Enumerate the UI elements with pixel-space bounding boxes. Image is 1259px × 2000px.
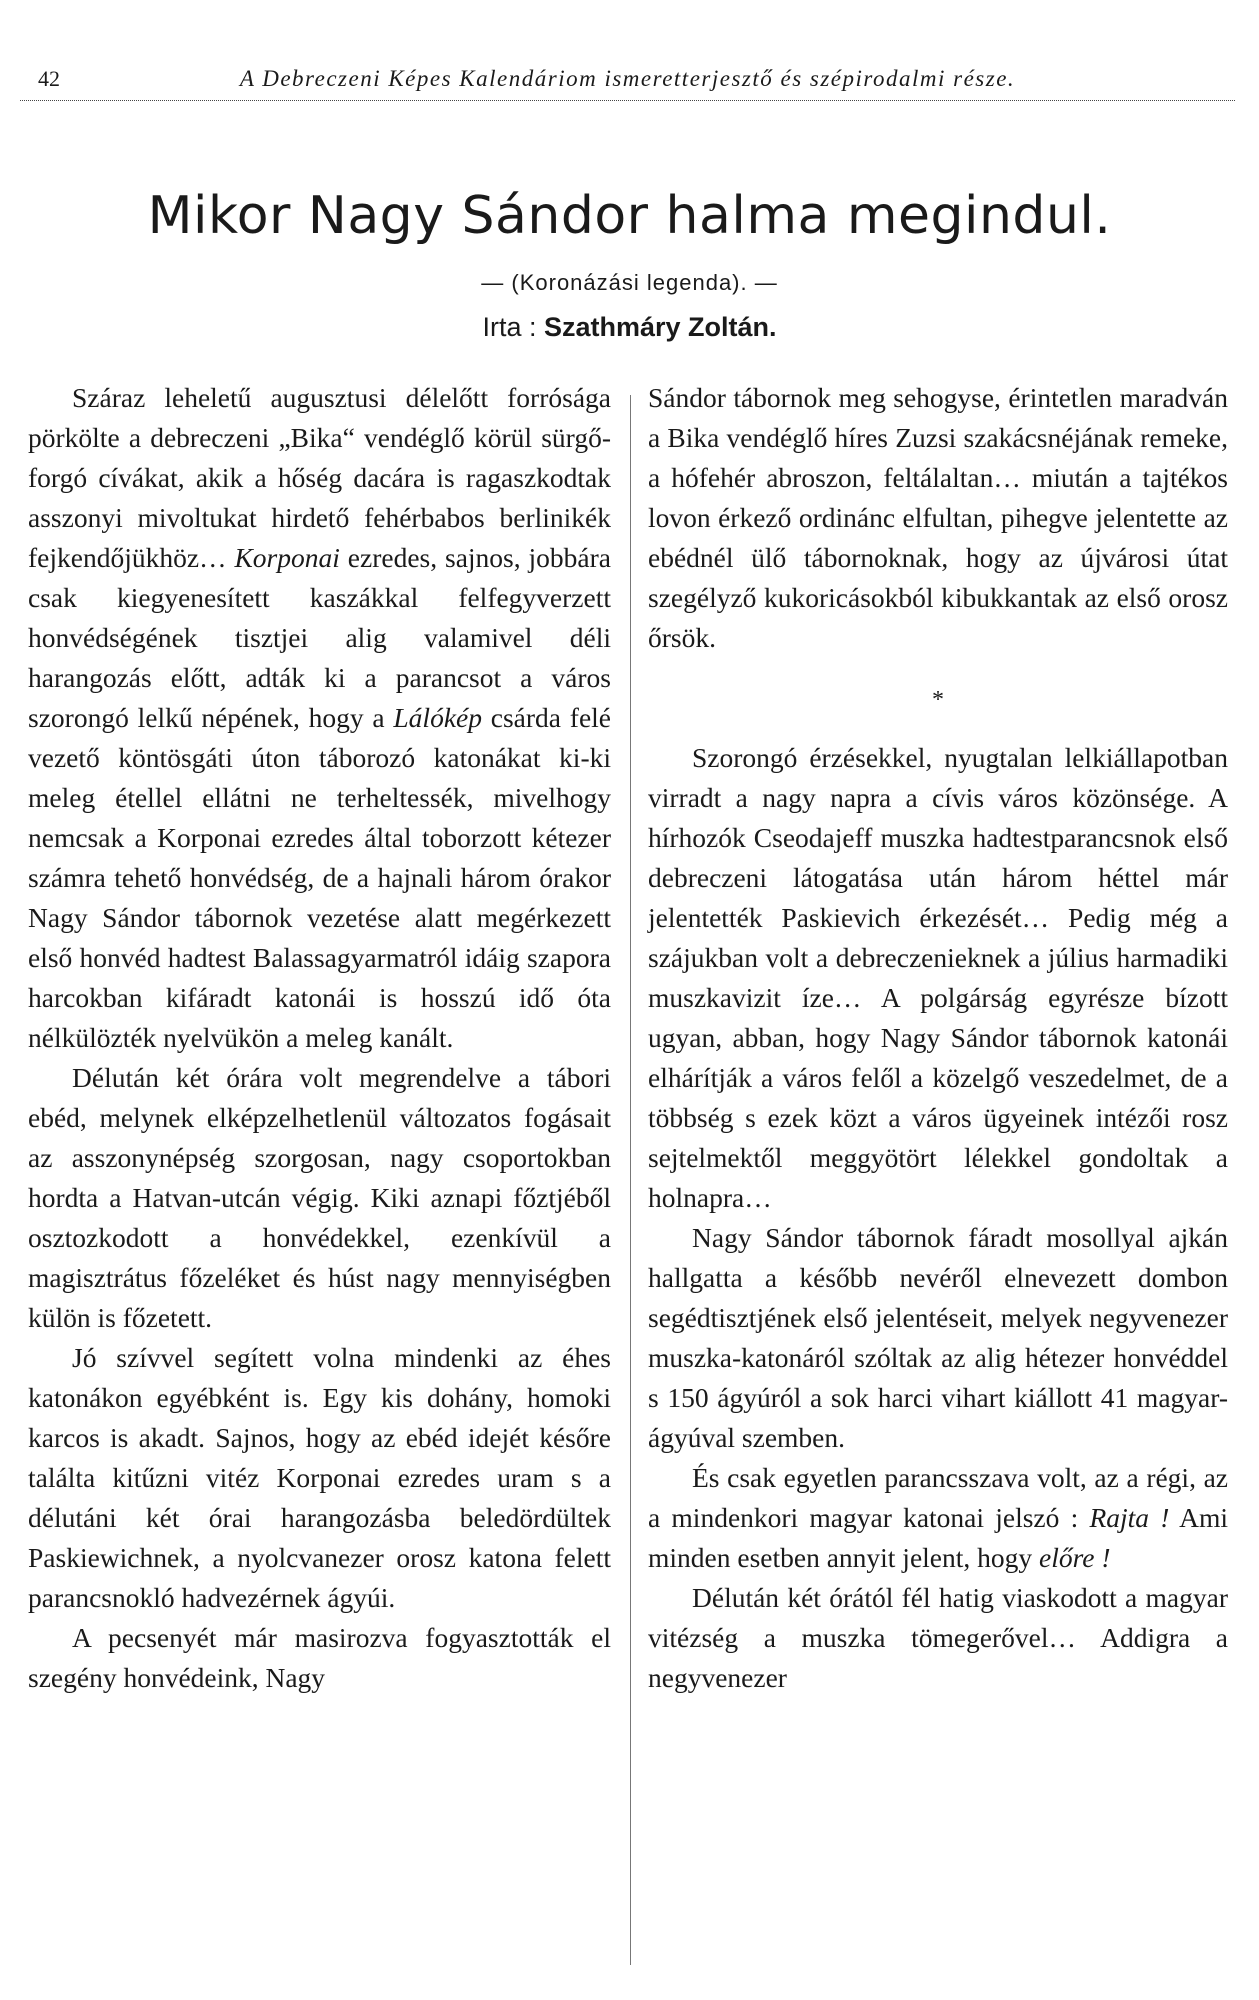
- right-paragraph-3: Nagy Sándor tábornok fáradt mosollyal ajkán hallgatta a később nevéről elnevezett dombon segédtisztjének első jelentéseit, melyek negyvenezer muszka-katonáról szóltak az alig hétezer honvéddel s 150 ágyúról a sok harci vihart kiállott 41 magyar-ágyúval szemben.: [648, 1222, 1228, 1453]
- byline: [0, 312, 1259, 343]
- text-run: Száraz leheletű augusztusi délelőtt forrósága pörkölte a debreczeni „Bika“ vendéglő körül sürgő-forgó cívákat, akik a hőség dacára is ragaszkodtak asszonyi mivoltukat hirdető fehérbabos berlinikék fejkendőjükhöz…: [28, 382, 611, 573]
- column-divider: [630, 395, 631, 1965]
- article-title: Mikor Nagy Sándor halma megindul.: [147, 186, 1112, 246]
- left-column: [28, 378, 611, 1698]
- section-separator: *: [932, 687, 944, 713]
- article-subtitle: — (Koronázási legenda). —: [481, 270, 778, 295]
- text-run: Ami minden esetben annyit jelent, hogy: [648, 1502, 1228, 1573]
- left-paragraph-3: Jó szívvel segített volna mindenki az éhes katonákon egyébként is. Egy kis dohány, homoki karcos is akadt. Sajnos, hogy az ebéd idejét későre találta kitűzni vitéz Korponai ezredes uram s a délutáni két órai harangozásba beledördültek Paskiewichnek, a nyolcvanezer orosz katona felett parancsnokló hadvezérnek ágyúi.: [28, 1342, 611, 1613]
- italic-name: Lálókép: [393, 702, 482, 733]
- page-number: 42: [38, 66, 60, 91]
- italic-name: Korponai: [234, 542, 340, 573]
- byline-prefix: Irta :: [482, 312, 544, 342]
- author-name: Szathmáry Zoltán.: [543, 312, 777, 342]
- left-paragraph-1: [28, 378, 611, 1058]
- italic-word: előre !: [1039, 1542, 1111, 1573]
- text-run: csárda felé vezető köntösgáti úton táborozó katonákat ki-ki meleg étellel ellátni ne terheltessék, mivelhogy nemcsak a Korponai ezredes által toborzott kétezer számra tehető honvédség, de a hajnali három órakor Nagy Sándor tábornok vezetése alatt megérkezett első honvéd hadtest Balassagyarmatról idáig szapora harcokban kifáradt katonái is hosszú idő óta nélkülözték nyelvükön a meleg kanált.: [28, 702, 611, 1053]
- left-paragraph-4: A pecsenyét már masirozva fogyasztották el szegény honvédeink, Nagy: [28, 1622, 611, 1693]
- text-run: És csak egyetlen parancsszava volt, az a régi, az a mindenkori magyar katonai jelszó :: [648, 1462, 1228, 1533]
- running-header: [20, 66, 1235, 101]
- right-paragraph-5: Délután két órától fél hatig viaskodott a magyar vitézség a muszka tömegerővel… Addigra a negyvenezer: [648, 1582, 1228, 1693]
- italic-word: Rajta !: [1089, 1502, 1170, 1533]
- right-column: [648, 378, 1228, 1698]
- right-paragraph-4: [648, 1458, 1228, 1578]
- text-run: ezredes, sajnos, jobbára csak kiegyenesített kaszákkal felfegyverzett honvédségének tisztjei alig valamivel déli harangozás előtt, adták ki a parancsot a város szorongó lelkű népének, hogy a: [28, 542, 611, 733]
- right-paragraph-1: Sándor tábornok meg sehogyse, érintetlen maradván a Bika vendéglő híres Zuzsi szakácsnéjának remeke, a hófehér abroszon, feltálaltan… miután a tajtékos lovon érkező ordinánc elfultan, pihegve jelentette az ebédnél ülő tábornoknak, hogy az újvárosi útat szegélyző kukoricásokból kibukkantak az első orosz őrsök.: [648, 382, 1228, 653]
- left-paragraph-2: Délután két órára volt megrendelve a tábori ebéd, melynek elképzelhetlenül változatos fogásait az asszonynépség szorgosan, nagy csoportokban hordta a Hatvan-utcán végig. Kiki aznapi főztjéből osztozkodott a honvédekkel, ezenkívül a magisztrátus főzeléket és húst nagy mennyiségben külön is főzetett.: [28, 1062, 611, 1333]
- running-title: A Debreczeni Képes Kalendáriom ismeretterjesztő és szépirodalmi része.: [239, 66, 1016, 91]
- right-paragraph-2: Szorongó érzésekkel, nyugtalan lelkiállapotban virradt a nagy napra a cívis város közönsége. A hírhozók Cseodajeff muszka hadtestparancsnok első debreczeni látogatása után három héttel már jelentették Paskievich érkezését… Pedig még a szájukban volt a debreczenieknek a július harmadiki muszkavizit íze… A polgárság egyrésze bízott ugyan, abban, hogy Nagy Sándor tábornok katonái elhárítják a város felől a közelgő veszedelmet, de a többség s ezek közt a város ügyeinek intézői rosz sejtelmektől meggyötört lélekkel gondoltak a holnapra…: [648, 742, 1228, 1213]
